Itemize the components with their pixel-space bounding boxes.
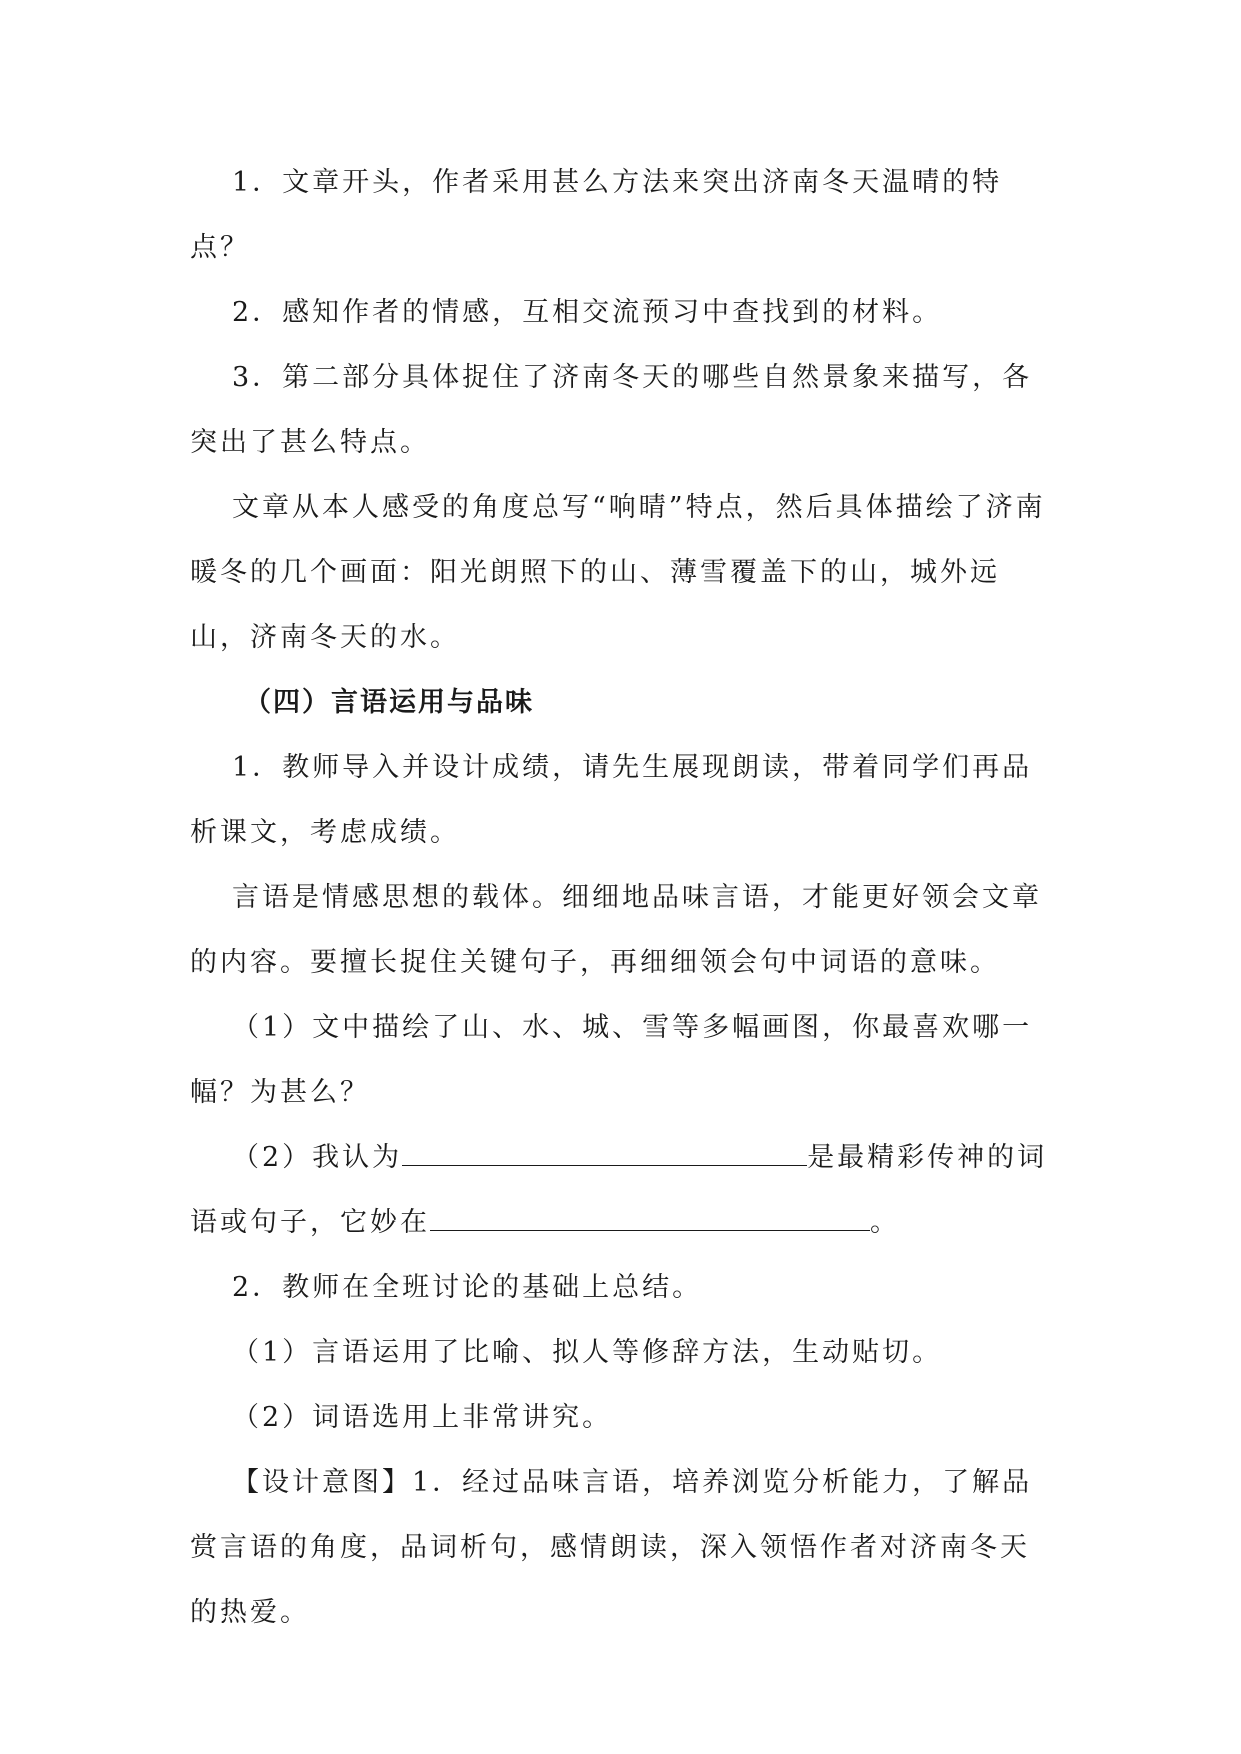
step-2-sub-1: （1）言语运用了比喻、拟人等修辞方法，生动贴切。: [232, 1337, 943, 1368]
step-1-sub-1: （1）文中描绘了山、水、城、雪等多幅画图，你最喜欢哪一幅？为甚么？: [190, 1012, 1033, 1108]
question-3: 3．第二部分具体捉住了济南冬天的哪些自然景象来描写，各突出了甚么特点。: [190, 362, 1033, 458]
fill-blank-1[interactable]: [402, 1143, 807, 1166]
step-2: 2．教师在全班讨论的基础上总结。: [232, 1272, 703, 1303]
section-heading: （四）言语运用与品味: [244, 687, 534, 718]
step-1-note: 言语是情感思想的载体。细细地品味言语，才能更好领会文章的内容。要擅长捉住关键句子，再细细领会句中词语的意味。: [190, 882, 1042, 978]
answer-paragraph: 文章从本人感受的角度总写“响晴”特点，然后具体描绘了济南暖冬的几个画面：阳光朗照下的山、薄雪覆盖下的山，城外远山，济南冬天的水。: [190, 492, 1046, 653]
step-2-sub-2: （2）词语选用上非常讲究。: [232, 1402, 613, 1433]
fill-prefix: （2）我认为: [232, 1142, 403, 1173]
step-1-sub-2: [190, 1125, 1052, 1255]
fill-middle: 是最精彩传神的词语或句子，它妙在: [190, 1142, 1048, 1238]
fill-suffix: 。: [870, 1207, 900, 1238]
design-intent: 【设计意图】1．经过品味言语，培养浏览分析能力，了解品赏言语的角度，品词析句，感情朗读，深入领悟作者对济南冬天的热爱。: [190, 1467, 1033, 1628]
step-1: 1．教师导入并设计成绩，请先生展现朗读，带着同学们再品析课文，考虑成绩。: [190, 752, 1033, 848]
fill-blank-2[interactable]: [430, 1208, 870, 1231]
question-1: 1．文章开头，作者采用甚么方法来突出济南冬天温晴的特点？: [190, 167, 1003, 263]
question-2: 2．感知作者的情感，互相交流预习中查找到的材料。: [232, 297, 943, 328]
document-body: [190, 150, 1052, 1645]
